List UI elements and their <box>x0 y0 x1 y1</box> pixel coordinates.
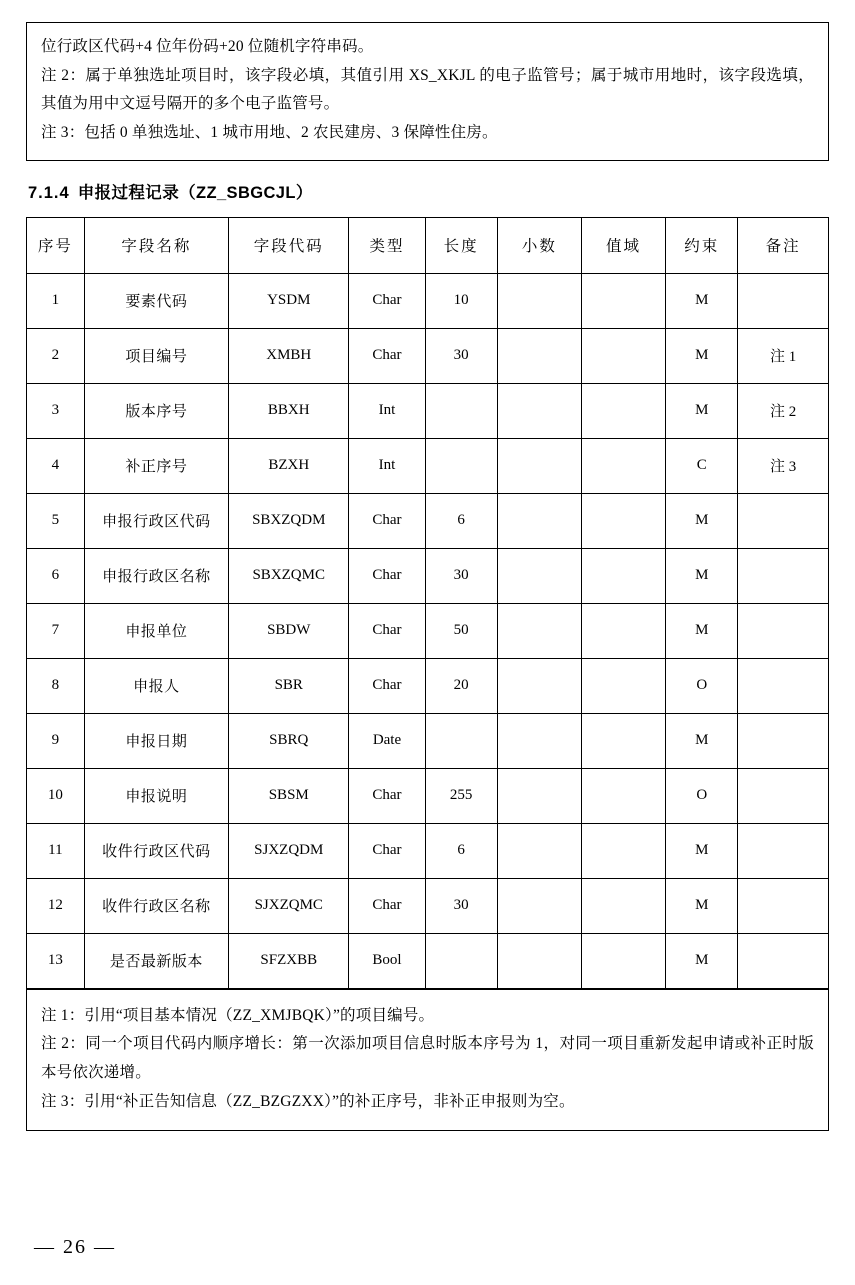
cell-domain <box>581 383 665 438</box>
cell-length: 10 <box>425 273 497 328</box>
cell-remark <box>738 933 829 988</box>
cell-code: XMBH <box>229 328 349 383</box>
cell-type: Int <box>349 383 425 438</box>
cell-name: 项目编号 <box>84 328 228 383</box>
cell-decimal <box>497 438 581 493</box>
cell-name: 要素代码 <box>84 273 228 328</box>
cell-constraint: M <box>666 878 738 933</box>
cell-decimal <box>497 548 581 603</box>
cell-length <box>425 933 497 988</box>
cell-remark: 注 3 <box>738 438 829 493</box>
header-remark: 备注 <box>738 217 829 273</box>
cell-seq: 13 <box>27 933 85 988</box>
cell-decimal <box>497 493 581 548</box>
top-note-line-2: 注 2：属于单独选址项目时，该字段必填，其值引用 XS_XKJL 的电子监管号；属于城市用地时，该字段选填，其值为用中文逗号隔开的多个电子监管号。 <box>41 66 814 113</box>
section-heading <box>28 179 829 203</box>
cell-code: SBR <box>229 658 349 713</box>
cell-type: Char <box>349 768 425 823</box>
cell-length: 255 <box>425 768 497 823</box>
cell-decimal <box>497 768 581 823</box>
cell-decimal <box>497 658 581 713</box>
cell-type: Char <box>349 823 425 878</box>
cell-remark <box>738 493 829 548</box>
cell-type: Char <box>349 273 425 328</box>
footnote-box <box>26 989 829 1132</box>
cell-length <box>425 383 497 438</box>
cell-domain <box>581 713 665 768</box>
table-header-row <box>27 217 829 273</box>
cell-code: YSDM <box>229 273 349 328</box>
cell-code: BBXH <box>229 383 349 438</box>
header-length: 长度 <box>425 217 497 273</box>
cell-name: 申报日期 <box>84 713 228 768</box>
cell-remark <box>738 548 829 603</box>
cell-seq: 1 <box>27 273 85 328</box>
cell-name: 收件行政区名称 <box>84 878 228 933</box>
cell-seq: 10 <box>27 768 85 823</box>
cell-seq: 7 <box>27 603 85 658</box>
cell-domain <box>581 548 665 603</box>
cell-constraint: M <box>666 603 738 658</box>
table-row <box>27 933 829 988</box>
cell-name: 申报行政区名称 <box>84 548 228 603</box>
page-number: — 26 — <box>34 1236 116 1258</box>
cell-decimal <box>497 328 581 383</box>
cell-constraint: M <box>666 933 738 988</box>
header-seq: 序号 <box>27 217 85 273</box>
cell-name: 是否最新版本 <box>84 933 228 988</box>
cell-length: 6 <box>425 823 497 878</box>
cell-code: SJXZQDM <box>229 823 349 878</box>
cell-constraint: O <box>666 658 738 713</box>
cell-code: SBXZQDM <box>229 493 349 548</box>
top-note-line-1: 位行政区代码+4 位年份码+20 位随机字符串码。 <box>41 38 374 55</box>
header-constraint: 约束 <box>666 217 738 273</box>
cell-decimal <box>497 933 581 988</box>
cell-code: SBXZQMC <box>229 548 349 603</box>
table-row <box>27 548 829 603</box>
cell-seq: 3 <box>27 383 85 438</box>
header-name: 字段名称 <box>84 217 228 273</box>
cell-remark <box>738 273 829 328</box>
cell-remark: 注 1 <box>738 328 829 383</box>
cell-name: 收件行政区代码 <box>84 823 228 878</box>
table-row <box>27 383 829 438</box>
cell-constraint: M <box>666 713 738 768</box>
footnote-line-1: 注 1：引用“项目基本情况（ZZ_XMJBQK）”的项目编号。 <box>41 1006 435 1024</box>
cell-seq: 2 <box>27 328 85 383</box>
cell-type: Bool <box>349 933 425 988</box>
cell-type: Char <box>349 548 425 603</box>
cell-name: 申报说明 <box>84 768 228 823</box>
cell-decimal <box>497 713 581 768</box>
cell-length: 30 <box>425 548 497 603</box>
table-row <box>27 658 829 713</box>
cell-name: 申报行政区代码 <box>84 493 228 548</box>
cell-type: Char <box>349 328 425 383</box>
cell-length: 6 <box>425 493 497 548</box>
footnote-line-3: 注 3：引用“补正告知信息（ZZ_BZGZXX）”的补正序号，非补正申报则为空。 <box>41 1092 575 1110</box>
cell-constraint: M <box>666 328 738 383</box>
table-row <box>27 493 829 548</box>
cell-constraint: M <box>666 823 738 878</box>
cell-length <box>425 713 497 768</box>
cell-constraint: M <box>666 383 738 438</box>
table-row <box>27 823 829 878</box>
top-note-box <box>26 22 829 161</box>
cell-domain <box>581 658 665 713</box>
cell-length: 30 <box>425 328 497 383</box>
section-title: 申报过程记录（ZZ_SBGCJL） <box>77 183 313 202</box>
header-decimal: 小数 <box>497 217 581 273</box>
cell-name: 申报单位 <box>84 603 228 658</box>
cell-seq: 6 <box>27 548 85 603</box>
cell-code: SBSM <box>229 768 349 823</box>
cell-decimal <box>497 823 581 878</box>
table-row <box>27 713 829 768</box>
cell-name: 版本序号 <box>84 383 228 438</box>
table-header <box>27 217 829 273</box>
cell-remark <box>738 823 829 878</box>
cell-remark <box>738 658 829 713</box>
cell-constraint: C <box>666 438 738 493</box>
cell-domain <box>581 273 665 328</box>
cell-constraint: M <box>666 493 738 548</box>
cell-domain <box>581 878 665 933</box>
cell-constraint: M <box>666 273 738 328</box>
cell-domain <box>581 933 665 988</box>
cell-type: Char <box>349 493 425 548</box>
cell-length: 20 <box>425 658 497 713</box>
cell-domain <box>581 493 665 548</box>
table-row <box>27 328 829 383</box>
cell-domain <box>581 438 665 493</box>
header-code: 字段代码 <box>229 217 349 273</box>
header-type: 类型 <box>349 217 425 273</box>
cell-name: 补正序号 <box>84 438 228 493</box>
cell-length: 50 <box>425 603 497 658</box>
cell-domain <box>581 603 665 658</box>
cell-type: Char <box>349 603 425 658</box>
cell-domain <box>581 328 665 383</box>
table-row <box>27 768 829 823</box>
cell-domain <box>581 823 665 878</box>
cell-seq: 5 <box>27 493 85 548</box>
cell-decimal <box>497 383 581 438</box>
table-row <box>27 438 829 493</box>
top-note-line-3: 注 3：包括 0 单独选址、1 城市用地、2 农民建房、3 保障性住房。 <box>41 124 498 142</box>
header-domain: 值域 <box>581 217 665 273</box>
cell-remark <box>738 878 829 933</box>
cell-length: 30 <box>425 878 497 933</box>
cell-domain <box>581 768 665 823</box>
table-row <box>27 878 829 933</box>
cell-seq: 8 <box>27 658 85 713</box>
cell-decimal <box>497 273 581 328</box>
cell-seq: 12 <box>27 878 85 933</box>
table-body <box>27 273 829 988</box>
cell-code: SFZXBB <box>229 933 349 988</box>
cell-type: Int <box>349 438 425 493</box>
cell-remark <box>738 768 829 823</box>
cell-seq: 4 <box>27 438 85 493</box>
footnote-line-2: 注 2：同一个项目代码内顺序增长：第一次添加项目信息时版本序号为 1，对同一项目重新发起申请或补正时版本号依次递增。 <box>41 1035 814 1082</box>
cell-type: Char <box>349 878 425 933</box>
cell-remark <box>738 713 829 768</box>
field-definition-table <box>26 217 829 989</box>
cell-remark <box>738 603 829 658</box>
cell-name: 申报人 <box>84 658 228 713</box>
table-row <box>27 603 829 658</box>
table-row <box>27 273 829 328</box>
cell-constraint: O <box>666 768 738 823</box>
cell-code: SBRQ <box>229 713 349 768</box>
cell-decimal <box>497 878 581 933</box>
cell-type: Char <box>349 658 425 713</box>
cell-code: SJXZQMC <box>229 878 349 933</box>
cell-remark: 注 2 <box>738 383 829 438</box>
cell-decimal <box>497 603 581 658</box>
cell-seq: 11 <box>27 823 85 878</box>
cell-type: Date <box>349 713 425 768</box>
cell-length <box>425 438 497 493</box>
section-number: 7.1.4 <box>28 183 70 202</box>
cell-constraint: M <box>666 548 738 603</box>
cell-code: BZXH <box>229 438 349 493</box>
cell-code: SBDW <box>229 603 349 658</box>
cell-seq: 9 <box>27 713 85 768</box>
